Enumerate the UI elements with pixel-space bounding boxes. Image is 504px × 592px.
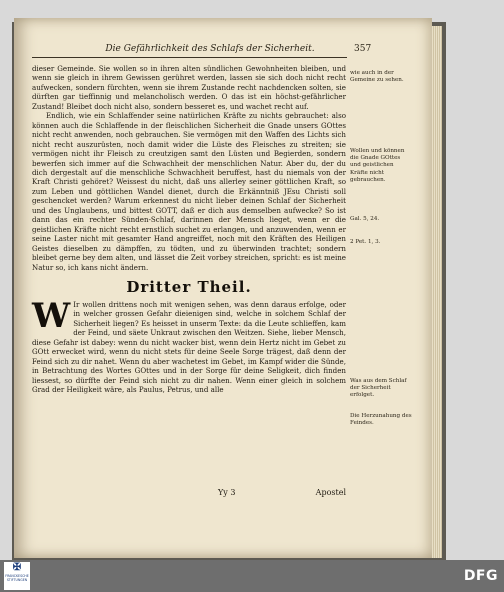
marginal-note-1: wie auch in der Gemeine zu sehen. [350,70,404,84]
marginal-note-6: Die Herzunahung des Feindes. [350,413,412,427]
section-paragraph-text: Ir wollen drittens noch mit wenigen sehen, was denn daraus erfolge, oder in welcher grossen Gefahr dieienigen sind, welche in solchem Schlaf der Sicherheit liegen? Es heisset in unserm Texte: da die Leute schlieffen, kam der Feind, und säete Unkraut zwischen den Weitzen. Siehe, lieber Mensch, diese Gefahr ist dabey: wenn du nicht wacker bist, wenn dein Hertz nicht im Gebet zu GOtt erwecket wird, wenn du nicht stets für deine Seele Sorge trägest, daß denn der Feind sich zu dir nahet. Wenn du aber wachetest im Gebet, im Kampf wider die Sünde, in Betrachtung des Wortes GOttes und in der Sorge für deine Seligkeit, dich finden liessest, so dürffte der Feind sich nicht zu dir nahen. Wenn einer gleich in solchem Grad der Heiligkeit wäre, als Paulus, Petrus, und alle [32,299,346,395]
drop-cap: W [32,295,71,336]
page-footer [32,488,346,502]
page-number: 357 [354,44,372,54]
marginal-note-3: Gal. 5, 24. [350,216,380,222]
signature-mark: Yy 3 [218,488,236,497]
catchword: Apostel [315,488,346,497]
paragraph-2: Endlich, wie ein Schlaffender seine natürlichen Kräfte zu nichts gebrauchet: also können auch die Schlaffende in der fleischlichen Sicherheit die Gnade unsers GOttes nicht recht anwenden, noch gebrauchen. Sie vermögen mit den Waffen des Lichts sich nicht recht auszurüsten, noch damit wider die Lüste des Fleisches zu streiten; sie vermögen nicht ihr Fleisch zu creutzigen samt den Lüsten und Begierden, sondern bewerfen sich immer auf die Schwachheit der menschlichen Natur. Aber du, der du dich dergestalt auf die menschliche Schwachheit beruffest, hast du niemals von der Kraft Christi gehöret? Weissest du nicht, daß uns allerley seiner göttlichen Kraft, so zum Leben und göttlichen Wandel dienet, durch die Erkänntniß JEsu Christi soll geschencket werden? Warum erkennest du nicht lieber deinen Schlaf der Sicherheit und des Unglaubens, und bittest GOTT, daß er dich aus demselben aufwecke? So ist dann das ein rechter Sünden-Schlaf, darinnen der Mensch lieget, wenn er die geistlichen Kräfte nicht recht ernstlich suchet zu erlangen, und anzuwenden, wenn er seine Laster nicht mit gesamter Hand angreiffet, noch mit den Kräften des Heiligen Geistes dieselben zu dämpffen, zu tödten, und zu überwinden trachtet; sondern bleibet gerne bey dem alten, und lässet die Zeit vorbey streichen, spricht: es ist meine Natur so, ich kans nicht ändern. [32,111,346,272]
running-head: Die Gefährlichkeit des Schlafs der Sicherheit. [105,44,315,54]
marginal-note-4: 2 Pet. 1, 3. [350,239,381,245]
marginal-note-2: Wollen und können die Gnade GOttes und geistlichen Kräfte nicht gebrauchen. [350,148,405,183]
library-logo-text: FRANCKESCHE STIFTUNGEN [5,574,29,582]
section-heading: Dritter Theil. [126,277,252,296]
marginal-note-5: Was aus dem Schlaf der Sicherheit erfolget. [350,378,407,399]
funder-logo[interactable]: DFG [463,568,498,584]
library-emblem-icon: ✠ [12,562,22,573]
main-text-column [32,64,346,395]
library-logo[interactable] [4,562,30,590]
section-paragraph [32,295,346,395]
viewer-footer-bar [0,560,504,592]
header-rule [32,57,347,58]
paragraph-1: dieser Gemeinde. Sie wollen so in ihren alten sündlichen Gewohnheiten bleiben, und wenn sie gleich in ihrem Gewissen gerühret werden, lassen sie sich doch nicht recht aufwecken, sondern fürchten, wenn sie ihrem Zustande recht nachdencken solten, sie dürften gar tieffinnig und melancholisch werden. O das ist ein höchst-gefährlicher Zustand! Bleibet doch nicht also, sondern besseret es, und wachet recht auf. [32,64,346,111]
